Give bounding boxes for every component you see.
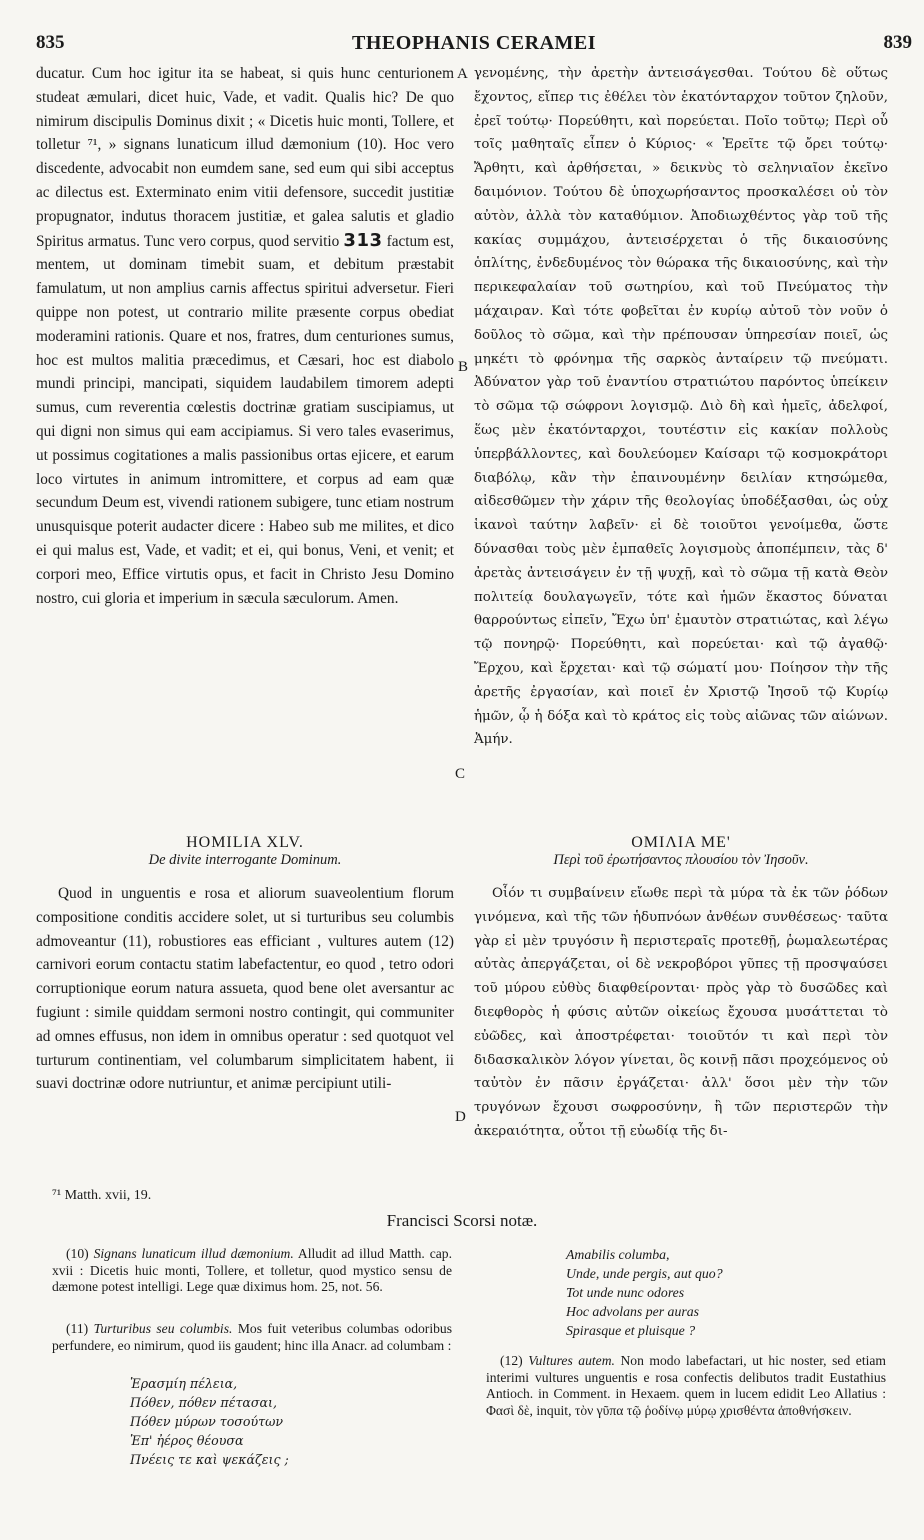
page-number-left: 835 — [36, 32, 65, 53]
homily-greek-column — [474, 882, 888, 1144]
note-12-lemma: Vultures autem. — [528, 1353, 615, 1368]
page-header — [36, 32, 912, 58]
running-title: THEOPHANIS CERAMEI — [351, 32, 597, 54]
latin-main-text — [36, 62, 454, 610]
note-11-text: Mos fuit veteribus columbas odoribus perfundere, eo nimirum, quod iis gaudent; hinc illa Anacr. ad columbam : — [52, 1321, 452, 1353]
poem-greek-line-5: Πνέεις τε καὶ ψεκάζεις ; — [130, 1452, 289, 1467]
poem-greek-line-1: Ἐρασμίη πέλεια, — [130, 1376, 238, 1391]
latin-main-text-part-1: ducatur. Cum hoc igitur ita se habeat, si quis hunc centurionem studeat æmulari, dicet huic, Vade, et vadit. Qualis hic? De quo nimirum discipulis Dominus dixit ; « Dicetis huic monti, Tollere, et tolletur ⁷¹, » signans lunaticum illud dæmonium (10). Hoc vero discedente, advocabit non eumdem sane, sed eum qui sibi acceptus ac dilectus est. Exterminato enim vitii defensore, succedit justitiæ propugnator, indutus thoracem justitiæ, et galea salutis et gladio Spiritus armatus. Tunc vero corpus, quod servitio — [36, 65, 454, 250]
poem-greek-line-3: Πόθεν μύρων τοσούτων — [130, 1414, 284, 1429]
greek-main-text: γενομένης, τὴν ἀρετὴν ἀντεισάγεσθαι. Τούτου δὲ οὕτως ἔχοντος, εἴπερ τις ἐθέλει τὸν ἑκατόνταρχον τοῦτον ζηλοῦν, ἐρεῖ τούτῳ· Πορεύθητι, καὶ πορεύεται. Ποῖο τοῦτῳ; Περὶ οὗ τοῖς μαθηταῖς εἶπεν ὁ Κύριος· « Ἐρεῖτε τῷ ὄρει τούτῳ· Ἄρθητι, καὶ ἀρθήσεται, » δεικνὺς τὸ σεληνιαῖον ἐκεῖνο δαιμόνιον. Τούτου δὲ ὑποχωρήσαντος προσκαλέσει οὐ τὸν αὐτὸν, ἀλλὰ τὸν καταθύμιον. Ἀποδιωχθέντος γὰρ τοῦ τῆς κακίας συμμάχου, ἀντεισέρχεται ὁ τῆς δικαιοσύνης ὁπλίτης, ἐνδεδυμένος τὸν θώρακα τῆς δικαιοσύνης, καὶ τὴν περικεφαλαίαν τοῦ σωτηρίου, καὶ τοῦ Πνεύματος τὴν μάχαιραν. Καὶ τότε φοβεῖται ἐν κυρίῳ αὐτοῦ τὸν νοῦν ὁ δοῦλος τὸ σῶμα, καὶ τὴν πρέπουσαν ὑπηρεσίαν ποιεῖ, ὡς μηκέτι τὸ φρόνημα τῆς σαρκὸς ἀνταίρειν τῷ πνεύματι. Ἀδύνατον γὰρ τοῦ ἐναντίου στρατιώτου παρόντος ὑπείκειν τὸ σῶμα τῷ σώφρονι λογισμῷ. Διὸ δὴ καὶ ἡμεῖς, ἀδελφοί, ἕως μὲν ἑκατόνταρχοι, τουτέστιν εἰς κακίαν πολλοὺς ὑπερβάλλοντες, καὶ δουλεύομεν Καίσαρι τῷ κοσμοκράτορι διαβόλῳ, κἂν τὴν ἐπαινουμένην δειλίαν κτησώμεθα, αἰδεσθῶμεν τὴν χάριν τῆς θεολογίας ὑποδέξασθαι, ὡς οὐχ ἱκανοὶ ταύτην λαβεῖν· εἰ δὲ τοιοῦτοι γενοίμεθα, ὥστε δύνασθαι τοὺς μὲν ἐμπαθεῖς λογισμοὺς ἀποπέμπειν, τὰς δ' ἀρετὰς ἀντεισάγειν ἐν τῇ ψυχῇ, καὶ τὸ σῶμα τῇ κατὰ Θεὸν πολιτείᾳ δουλαγωγεῖν, τότε καὶ ἡμῶν ἕκαστος δύναται θαρρούντως εἰπεῖν, Ἔχω ὑπ' ἐμαυτὸν στρατιώτας, καὶ λέγω τῷ πονηρῷ· Πορεύθητι, καὶ πορεύεται· καὶ τῷ ἀγαθῷ· Ἔρχου, καὶ ἔρχεται· καὶ τῷ σώματί μου· Ποίησον τὴν τῆς ἀρετῆς ἐργασίαν, καὶ ποιεῖ ἐν Χριστῷ Ἰησοῦ τῷ Κυρίῳ ἡμῶν, ᾧ ἡ δόξα καὶ τὸ κράτος εἰς τοὺς αἰῶνας τῶν αἰώνων. Ἀμήν. — [474, 66, 888, 748]
note-12 — [486, 1353, 886, 1419]
section-marker-d: D — [455, 1109, 466, 1125]
note-11-label: (11) — [66, 1321, 89, 1336]
homily-greek-subtitle: Περὶ τοῦ ἐρωτήσαντος πλουσίου τὸν Ἰησοῦν. — [553, 852, 809, 868]
poem-latin-line-3: Tot unde nunc odores — [566, 1285, 685, 1300]
homily-latin-column — [36, 882, 454, 1096]
homily-latin-subtitle: De divite interrogante Dominum. — [148, 852, 342, 868]
note-12-label: (12) — [500, 1353, 523, 1368]
poem-greek-line-2: Πόθεν, πόθεν πέτασαι, — [130, 1395, 277, 1410]
poem-latin-line-2: Unde, unde pergis, aut quo? — [566, 1266, 723, 1281]
homily-latin-heading — [36, 834, 454, 869]
note-10-label: (10) — [66, 1246, 89, 1261]
homily-greek-text: Οἷόν τι συμβαίνειν εἴωθε περὶ τὰ μύρα τὰ ἐκ τῶν ῥόδων γινόμενα, καὶ τῆς τῶν ἡδυπνόων ἀνθέων συνθέσεως· ταῦτα γὰρ εἰ μὲν τρυγόσιν ἢ περιστεραῖς προτεθῇ, ῥωμαλεωτέρας αὐτὰς ἀπεργάζεται, οἱ δὲ νεκροβόροι γῦπες τῇ προσψαύσει τοῦ μύρου εὐθὺς διαφθείρονται· πρὸς γὰρ τὸ δυσῶδες καὶ διεφθορὸς ἡ φύσις αὐτῶν οἰκείως ἔχουσα μυσάττεται τὸ εὐῶδες, καὶ ἀποστρέφεται· τοιοῦτόν τι καὶ περὶ τὸν διδασκαλικὸν λόγον γίνεται, ὃς κοινῇ πᾶσι προχεόμενος οὐ ταὐτὸν ἐν πᾶσιν ἐργάζεται· ἀλλ' ὅσοι μὲν τὴν τῶν τρυγόνων ἔχουσι σωφροσύνην, ἢ τῶν περιστερῶν τὴν ἀκεραιότητα, οὗτοι τῇ εὐωδίᾳ τῆς δι- — [474, 886, 888, 1139]
note-10-text: Alludit ad illud Matth. cap. xvii : Dicetis huic monti, Tollere, et tolletur, quod mystico sensu de dæmone potest intelligi. Lege quæ diximus hom. 25, not. 56. — [52, 1246, 452, 1295]
note-12-text: Non modo labefactari, ut hic noster, sed etiam interimi vultures unguentis e rosa confectis delibutos tradit Eustathius Antioch. in Comment. in Hexaem. quem in lucem edidit Leo Allatius : Φασὶ δὲ, inquit, τὸν γῦπα τῷ ῥοδίνῳ μύρῳ χρισθέντα ἀποθνήσκειν. — [486, 1353, 886, 1418]
notes-title: Francisci Scorsi notæ. — [386, 1211, 538, 1230]
homily-greek-title: ΟΜΙΛΙΑ ΜΕ' — [631, 834, 731, 851]
footnote-reference: ⁷¹ Matth. xvii, 19. — [52, 1188, 152, 1203]
poem-latin-line-5: Spirasque et pluisque ? — [566, 1323, 696, 1338]
latin-main-column — [36, 62, 454, 610]
poem-latin-line-4: Hoc advolans per auras — [566, 1304, 699, 1319]
note-11 — [52, 1321, 452, 1354]
homily-latin-title: HOMILIA XLV. — [186, 834, 304, 851]
greek-main-column — [474, 62, 888, 752]
note-10 — [52, 1246, 452, 1296]
homily-greek-heading — [474, 834, 888, 869]
section-marker-b: B — [458, 359, 469, 375]
section-marker-a: A — [457, 66, 468, 82]
section-marker-c: C — [455, 766, 466, 782]
poem-latin-line-1: Amabilis columba, — [566, 1247, 670, 1262]
poem-greek-line-4: Ἐπ' ἠέρος θέουσα — [130, 1433, 244, 1448]
homily-latin-text: Quod in unguentis e rosa et aliorum suaveolentium florum compositione conditis accidere solet, ut si turturibus seu columbis admoveantur (11), robustiores eas efficiant , vultures autem (12) carnivori eorum contactu statim labefactentur, eo quod , tetro odori corruptionique eorum natura assueta, quod bene olet aversantur ac fugiunt : simile quiddam sermoni nostro contingit, qui communiter ad omnes effusus, non idem in omnibus operatur : sed quotquot vel turturum continentiam, vel columbarum simplicitatem habent, ii suavi doctrinæ odore nutriuntur, et animæ percipiunt utili- — [36, 885, 454, 1093]
column-number-313: 313 — [343, 229, 383, 251]
latin-main-text-part-2: factum est, mentem, ut dominam timebit suam, et debitum præstabit famulatum, ut non amplius carnis affectus spiritui adversetur. Fieri quippe non potest, ut contrario milite præsente corpus obediat moderamini rationis. Quare et nos, fratres, dum centuriones sumus, hoc est multos malitia præcedimus, et Cæsari, hoc est diabolo mundi principi, mancipati, siquidem laudabilem timorem adepti sumus, cum reverentia cœlestis doctrinæ gratiam suscipiamus, ut qui digni non simus qui eam accipiamus. Si vero tales evaserimus, ut possimus cogitationes a malis passionibus ortas ejicere, et earum loco virtutes in animum intromittere, et corpus ad eam quæ secundum Deum est, vivendi rationem subigere, tunc etiam nostrum unusquisque poterit audacter dicere : Habeo sub me milites, et dico ei qui malus est, Vade, et vadit; et ei, qui bonus, Veni, et venit; et corpori meo, Effice virtutis opus, et facit in Christo Jesu Domino nostro, cui gloria et imperium in sæcula sæculorum. Amen. — [36, 232, 454, 607]
note-10-lemma: Signans lunaticum illud dæmonium. — [93, 1246, 294, 1261]
note-11-lemma: Turturibus seu columbis. — [93, 1321, 233, 1336]
page-number-right: 839 — [883, 32, 912, 53]
